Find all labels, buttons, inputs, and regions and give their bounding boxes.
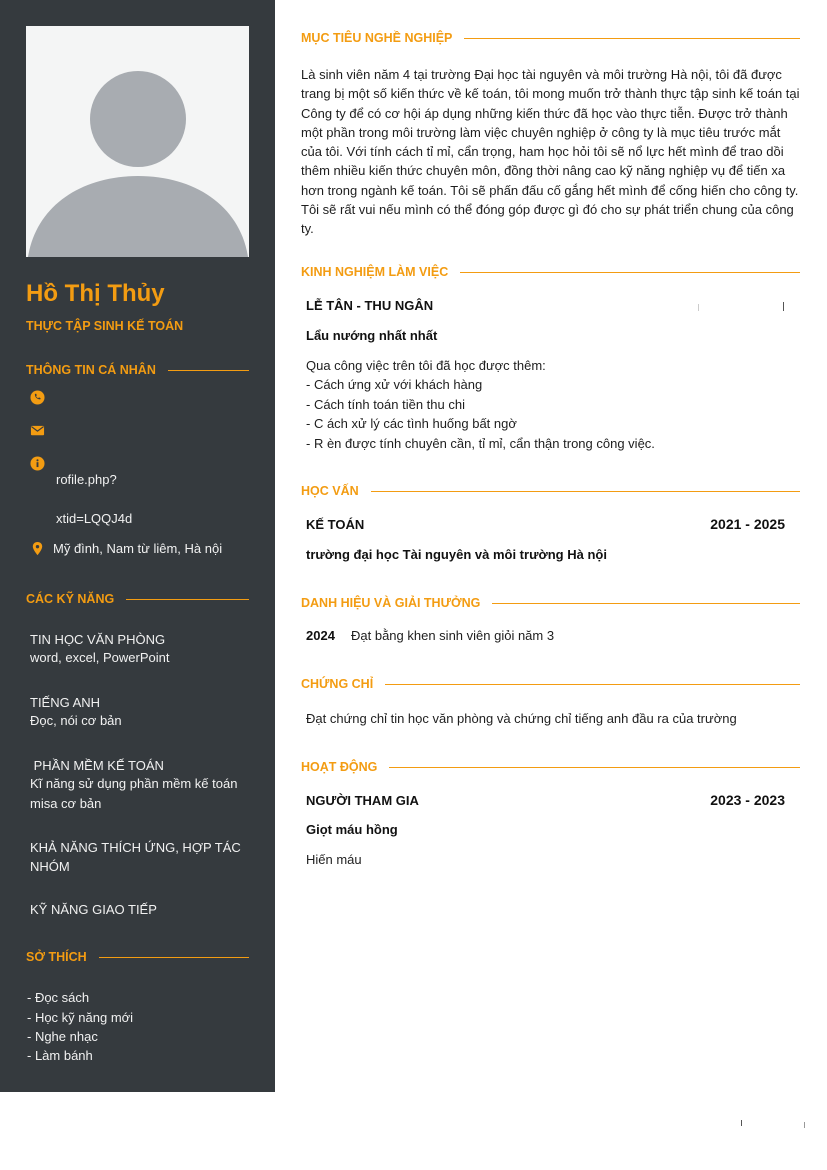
skills-heading: CÁC KỸ NĂNG [26, 592, 249, 606]
artifact-mark [741, 1120, 742, 1126]
candidate-role: THỰC TẬP SINH KẾ TOÁN [26, 319, 184, 333]
skill-desc: Kĩ năng sử dụng phần mềm kế toán misa cơ bản [30, 776, 238, 811]
activity-role: NGƯỜI THAM GIA [306, 793, 419, 808]
hobbies-heading: SỞ THÍCH [26, 950, 249, 964]
artifact-mark [804, 1122, 805, 1128]
address-value: Mỹ đình, Nam từ liêm, Hà nội [53, 541, 223, 556]
artifact-mark [698, 304, 699, 311]
experience-line: Qua công việc trên tôi đã học được thêm: [306, 358, 546, 373]
heading-rule [99, 957, 249, 958]
experience-line: - Cách ứng xử với khách hàng [306, 377, 483, 392]
activities-heading: HOẠT ĐỘNG [301, 760, 800, 774]
skill-title: PHẦN MỀM KẾ TOÁN [30, 758, 164, 773]
heading-rule [371, 491, 800, 492]
hobby-item: - Làm bánh [27, 1048, 93, 1063]
heading-rule [464, 38, 800, 39]
candidate-name: Hồ Thị Thủy [26, 280, 165, 307]
heading-rule [168, 370, 249, 371]
phone-icon [29, 389, 45, 405]
experience-line: - Cách tính toán tiền thu chi [306, 397, 465, 412]
education-school: trường đại học Tài nguyên và môi trường Hà nội [306, 547, 607, 562]
award-text: Đạt bằng khen sinh viên giỏi năm 3 [351, 628, 555, 643]
objective-text: Là sinh viên năm 4 tại trường Đại học tài nguyên và môi trường Hà nội, tôi đã được trang bị một số kiến thức về kế toán, tôi mong muốn trở thành thực tập sinh kế toán tại Công ty để có cơ hội áp dụng những kiến thức đã học vào thực tiễn. Được trở thành một phần trong môi trường làm việc chuyên nghiệp ở công ty là mục tiêu trước mắt của tôi. Với tính cách tỉ mỉ, cẩn trọng, ham học hỏi tôi sẽ nổ lực hết mình để trao dồi thêm nhiều kiến thức chuyên môn, đồng thời nâng cao kỹ năng nghiệp vụ để tiến xa hơn trong ngành kế toán. Tôi sẽ phấn đấu cố gắng hết mình để cống hiến cho công ty. Tôi sẽ rất vui nếu mình có thể đóng góp được gì đó cho sự phát triển chung của công ty. [301, 67, 800, 237]
experience-company: Lẩu nướng nhất nhất [306, 328, 438, 343]
activity-description: Hiến máu [306, 852, 362, 867]
heading-rule [389, 767, 800, 768]
activity-organization: Giọt máu hồng [306, 822, 398, 837]
heading-rule [460, 272, 800, 273]
skill-desc: Đọc, nói cơ bản [30, 713, 122, 728]
education-dates: 2021 - 2025 [710, 516, 785, 532]
experience-heading: KINH NGHIỆM LÀM VIỆC [301, 265, 800, 279]
experience-position: LỄ TÂN - THU NGÂN [306, 298, 434, 313]
envelope-icon [29, 422, 45, 438]
hobby-item: - Nghe nhạc [27, 1029, 98, 1044]
objective-heading: MỤC TIÊU NGHỀ NGHIỆP [301, 31, 800, 45]
map-pin-icon [29, 540, 45, 556]
experience-line: - R èn được tính chuyên cần, tỉ mỉ, cẩn thận trong công việc. [306, 436, 655, 451]
heading-rule [126, 599, 249, 600]
heading-rule [385, 684, 800, 685]
website-line-1[interactable]: rofile.php? [56, 472, 117, 487]
activity-dates: 2023 - 2023 [710, 792, 785, 808]
heading-rule [492, 603, 800, 604]
hobby-item: - Đọc sách [27, 990, 90, 1005]
skill-title: KỸ NĂNG GIAO TIẾP [30, 902, 157, 917]
skill-title: KHẢ NĂNG THÍCH ỨNG, HỢP TÁC NHÓM [30, 840, 241, 874]
info-icon [29, 455, 45, 471]
skill-title: TIN HỌC VĂN PHÒNG [30, 632, 166, 647]
avatar [26, 26, 249, 257]
awards-heading: DANH HIỆU VÀ GIẢI THƯỞNG [301, 596, 800, 610]
certificate-text: Đạt chứng chỉ tin học văn phòng và chứng chỉ tiếng anh đầu ra của trường [306, 711, 737, 726]
skill-title: TIẾNG ANH [30, 695, 101, 710]
education-major: KẾ TOÁN [306, 517, 365, 532]
artifact-mark [783, 302, 784, 311]
website-line-2[interactable]: xtid=LQQJ4d [56, 511, 133, 526]
award-year: 2024 [306, 628, 335, 643]
certificates-heading: CHỨNG CHỈ [301, 677, 800, 691]
sidebar [0, 0, 275, 1092]
education-heading: HỌC VẤN [301, 484, 800, 498]
personal-info-heading: THÔNG TIN CÁ NHÂN [26, 363, 249, 377]
experience-line: - C ách xử lý các tình huống bất ngờ [306, 416, 517, 431]
skill-desc: word, excel, PowerPoint [30, 650, 170, 665]
avatar-placeholder-icon [26, 26, 249, 257]
hobby-item: - Học kỹ năng mới [27, 1010, 134, 1025]
